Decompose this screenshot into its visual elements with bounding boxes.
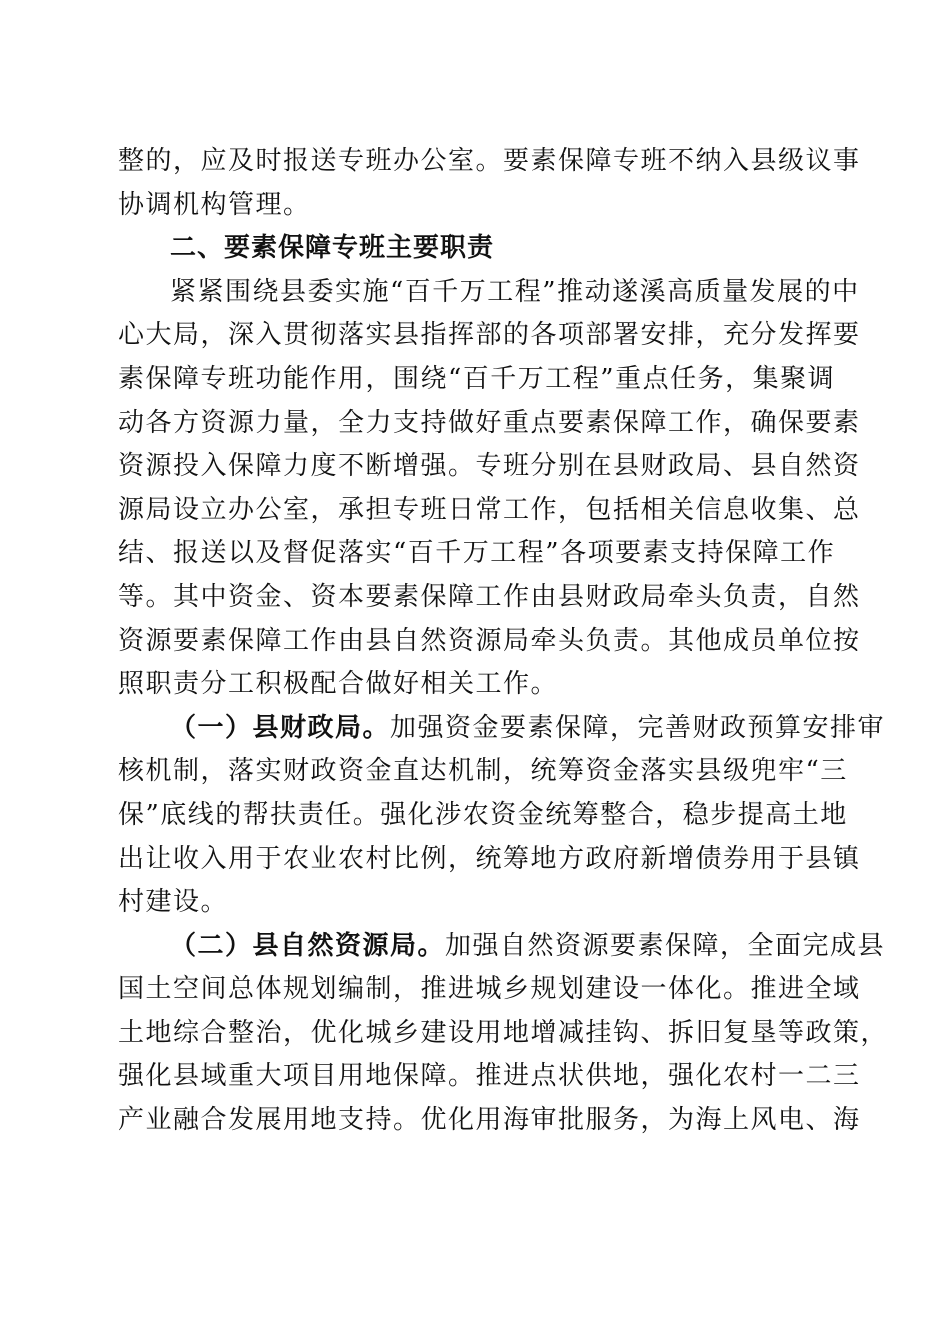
paragraph-line: 资源要素保障工作由县自然资源局牵头负责。其他成员单位按 <box>118 625 861 656</box>
section-heading: 二、要素保障专班主要职责 <box>170 233 495 264</box>
paragraph-line: 心大局，深入贯彻落实县指挥部的各项部署安排，充分发挥要 <box>118 320 861 351</box>
paragraph-line: 土地综合整治，优化城乡建设用地增减挂钩、拆旧复垦等政策， <box>118 1017 889 1048</box>
paragraph-line: 核机制，落实财政资金直达机制，统筹资金落实县级兜牢“三 <box>118 756 848 787</box>
intro-line: 协调机构管理。 <box>118 189 311 220</box>
item-first-line <box>118 925 886 969</box>
paragraph-line: 出让收入用于农业农村比例，统筹地方政府新增债券用于县镇 <box>118 843 861 874</box>
item-first-line <box>118 707 886 751</box>
item-text: 加强自然资源要素保障，全面完成县 <box>445 930 886 961</box>
item-text: 加强资金要素保障，完善财政预算安排审 <box>390 712 886 743</box>
paragraph-line: 强化县域重大项目用地保障。推进点状供地，强化农村一二三 <box>118 1061 861 1092</box>
paragraph-line: 照职责分工积极配合做好相关工作。 <box>118 669 559 700</box>
document-body <box>118 140 889 1143</box>
paragraph-line: 保”底线的帮扶责任。强化涉农资金统筹整合，稳步提高土地 <box>118 799 848 830</box>
paragraph-line: 资源投入保障力度不断增强。专班分别在县财政局、县自然资 <box>118 451 861 482</box>
paragraph-line: 产业融合发展用地支持。优化用海审批服务，为海上风电、海 <box>118 1105 861 1136</box>
item-label: （二）县自然资源局。 <box>170 930 446 961</box>
paragraph-line: 结、报送以及督促落实“百千万工程”各项要素支持保障工作 <box>118 538 836 569</box>
paragraph-line: 紧紧围绕县委实施“百千万工程”推动遂溪高质量发展的中 <box>170 276 860 307</box>
paragraph-line: 村建设。 <box>118 887 229 918</box>
paragraph-line: 动各方资源力量，全力支持做好重点要素保障工作，确保要素 <box>118 407 861 438</box>
paragraph-line: 国土空间总体规划编制，推进城乡规划建设一体化。推进全域 <box>118 974 861 1005</box>
paragraph-line: 等。其中资金、资本要素保障工作由县财政局牵头负责，自然 <box>118 581 861 612</box>
paragraph-line: 素保障专班功能作用，围绕“百千万工程”重点任务，集聚调 <box>118 363 836 394</box>
item-label: （一）县财政局。 <box>170 712 391 743</box>
intro-line: 整的，应及时报送专班办公室。要素保障专班不纳入县级议事 <box>118 146 861 176</box>
paragraph-line: 源局设立办公室，承担专班日常工作，包括相关信息收集、总 <box>118 494 861 525</box>
